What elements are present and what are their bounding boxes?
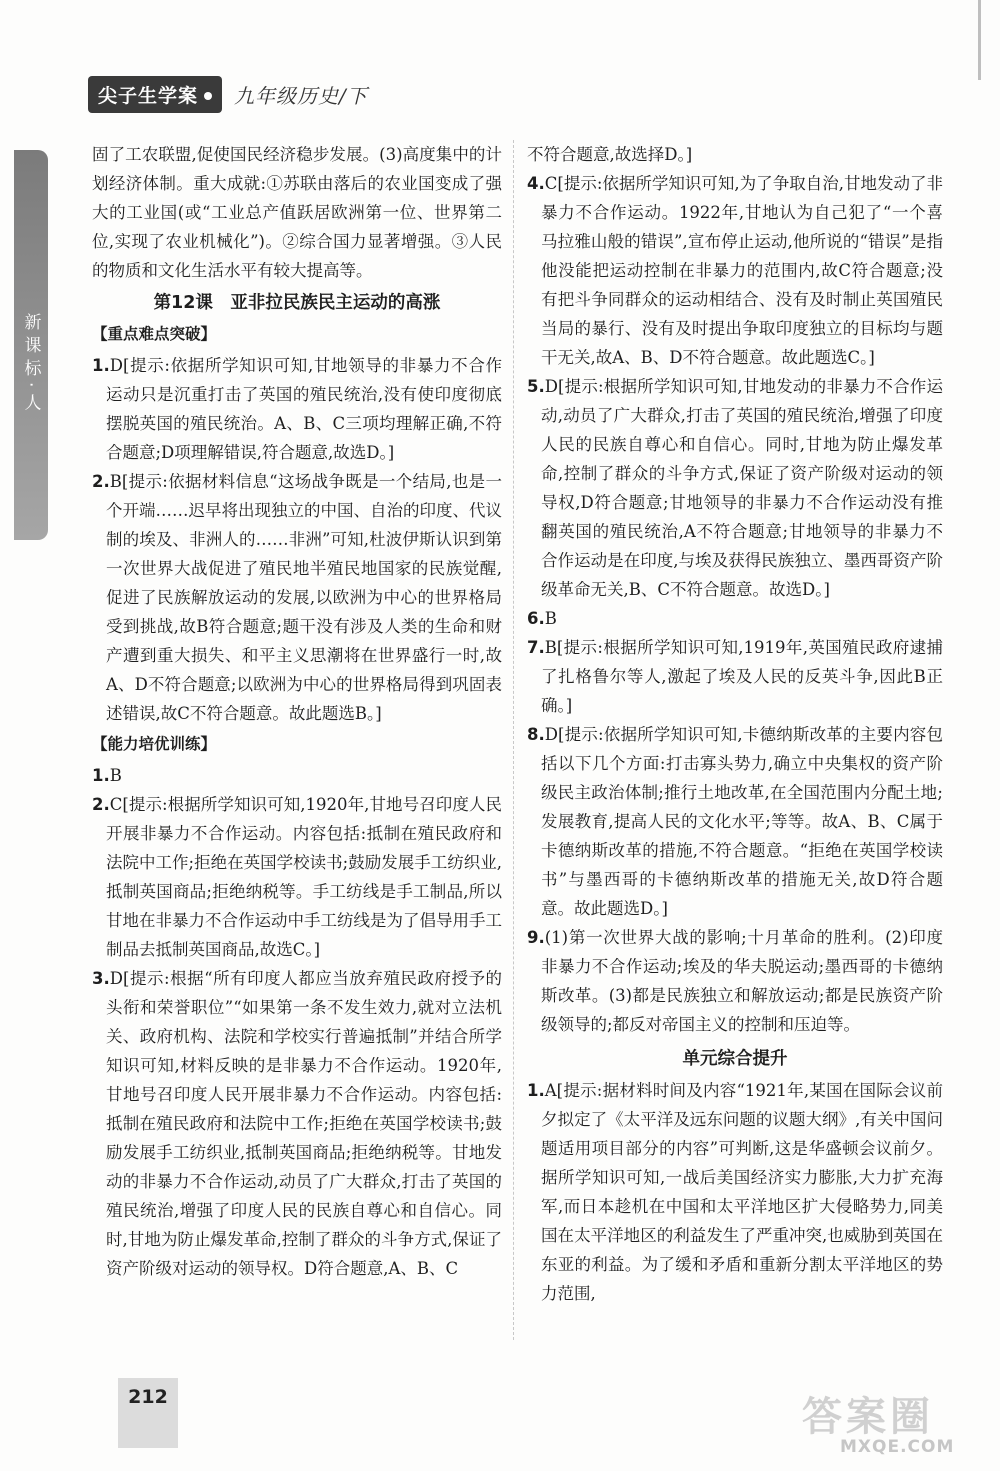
answer-item bbox=[92, 351, 502, 467]
answer-item bbox=[527, 633, 943, 720]
column-divider bbox=[513, 140, 514, 1340]
side-tab-label: 新课标·人 bbox=[20, 313, 41, 417]
item-text: B bbox=[544, 609, 557, 628]
item-number: 8. bbox=[527, 725, 545, 744]
unit-title: 单元综合提升 bbox=[682, 1049, 788, 1069]
watermark-logo bbox=[800, 1385, 970, 1465]
lesson-title: 第12课 亚非拉民族民主运动的高涨 bbox=[153, 293, 441, 313]
item-number: 2. bbox=[92, 795, 110, 814]
item-number: 3. bbox=[92, 969, 110, 988]
item-text: A[提示:据材料时间及内容“1921年,某国在国际会议前夕拟定了《太平洋及远东问题的议题大纲》,有关中国问题适用项目部分的内容”可判断,这是华盛顿会议前夕。据所学知识可知,一战后美国经济实力膨胀,大力扩充海军,而日本趁机在中国和太平洋地区扩大侵略势力,同美国在太平洋地区的利益发生了严重冲突,也威胁到英国在东亚的利益。为了缓和矛盾和重新分割太平洋地区的势力范围, bbox=[541, 1081, 943, 1303]
item-text: B[提示:依据材料信息“这场战争既是一个结局,也是一个开端……迟早将出现独立的中国、自治的印度、代议制的埃及、非洲人的……非洲”可知,杜波伊斯认识到第一次世界大战促进了殖民地半殖民地国家的民族觉醒,促进了民族解放运动的发展,以欧洲为中心的世界格局受到挑战,故B符合题意;题干没有涉及人类的生命和财产遭到重大损失、和平主义思潮将在世界盛行一时,故A、D不符合题意;以欧洲为中心的世界格局得到巩固表述错误,故C不符合题意。故此题选B。] bbox=[106, 472, 502, 723]
answer-item bbox=[527, 1076, 943, 1308]
item-number: 2. bbox=[92, 472, 110, 491]
item-number: 9. bbox=[527, 928, 545, 947]
item-text: (1)第一次世界大战的影响;十月革命的胜利。(2)印度非暴力不合作运动;埃及的华夫脱运动;墨西哥的卡德纳斯改革。(3)都是民族独立和解放运动;都是民族资产阶级领导的;都反对帝国主义的控制和压迫等。 bbox=[541, 928, 943, 1034]
answer-item bbox=[92, 790, 502, 964]
answer-item bbox=[92, 467, 502, 728]
item-text: D[提示:依据所学知识可知,甘地领导的非暴力不合作运动只是沉重打击了英国的殖民统治,没有使印度彻底摆脱英国的殖民统治。A、B、C三项均理解正确,不符合题意;D项理解错误,符合题意,故选D。] bbox=[106, 356, 502, 462]
item-text: C[提示:依据所学知识可知,为了争取自治,甘地发动了非暴力不合作运动。1922年,甘地认为自己犯了“一个喜马拉雅山般的错误”,宣布停止运动,他所说的“错误”是指他没能把运动控制在非暴力的范围内,故C符合题意;没有把斗争同群众的运动相结合、没有及时制止英国殖民当局的暴行、没有及时提出争取印度独立的目标均与题干无关,故A、B、D不符合题意。故此题选C。] bbox=[541, 174, 943, 367]
watermark-url: MXQE.COM bbox=[840, 1437, 955, 1457]
item-text: C[提示:根据所学知识可知,1920年,甘地号召印度人民开展非暴力不合作运动。内容包括:抵制在殖民政府和法院中工作;拒绝在英国学校读书;鼓励发展手工纺织业,抵制英国商品;拒绝纳税等。手工纺线是手工制品,所以甘地在非暴力不合作运动中手工纺线是为了倡导用手工制品去抵制英国商品,故选C。] bbox=[106, 795, 502, 959]
item-number: 1. bbox=[92, 356, 110, 375]
item-text: B[提示:根据所学知识可知,1919年,英国殖民政府逮捕了扎格鲁尔等人,激起了埃及人民的反英斗争,因此B正确。] bbox=[541, 638, 943, 715]
section-heading: 【重点难点突破】 bbox=[92, 325, 217, 343]
brand-badge bbox=[88, 76, 222, 113]
item-number: 6. bbox=[527, 609, 545, 628]
answer-item bbox=[527, 604, 943, 633]
answer-item bbox=[527, 372, 943, 604]
item-text: D[提示:依据所学知识可知,卡德纳斯改革的主要内容包括以下几个方面:打击寡头势力,确立中央集权的资产阶级民主政治体制;推行土地改革,在全国范围内分配土地;发展教育,提高人民的文化水平;等等。故A、B、C属于卡德纳斯改革的措施,不符合题意。“拒绝在英国学校读书”与墨西哥的卡德纳斯改革的措施无关,故D符合题意。故此题选D。] bbox=[541, 725, 943, 918]
page-header bbox=[88, 76, 368, 112]
answer-item bbox=[527, 923, 943, 1039]
answer-item bbox=[92, 964, 502, 1283]
section-heading: 【能力培优训练】 bbox=[92, 735, 217, 753]
item-number: 1. bbox=[527, 1081, 545, 1100]
answer-item bbox=[527, 169, 943, 372]
item-number: 7. bbox=[527, 638, 545, 657]
brand-text: 尖子生学案 bbox=[98, 84, 199, 107]
item-text: B bbox=[109, 766, 122, 785]
item-number: 5. bbox=[527, 377, 545, 396]
item-number: 4. bbox=[527, 174, 545, 193]
item-text: D[提示:根据所学知识可知,甘地发动的非暴力不合作运动,动员了广大群众,打击了英国的殖民统治,增强了印度人民的民族自尊心和自信心。同时,甘地为防止爆发革命,控制了群众的斗争方式,保证了资产阶级对运动的领导权,D符合题意;甘地领导的非暴力不合作运动没有推翻英国的殖民统治,A不符合题意;甘地领导的非暴力不合作运动是在印度,与埃及获得民族独立、墨西哥资产阶级革命无关,B、C不符合题意。故选D。] bbox=[541, 377, 943, 599]
item-number: 1. bbox=[92, 766, 110, 785]
intro-paragraph: 固了工农联盟,促使国民经济稳步发展。(3)高度集中的计划经济体制。重大成就:①苏联由落后的农业国变成了强大的工业国(或“工业总产值跃居欧洲第一位、世界第二位,实现了农业机械化”)。②综合国力显著增强。③人民的物质和文化生活水平有较大提高等。 bbox=[92, 145, 502, 280]
answer-item bbox=[527, 720, 943, 923]
answer-item bbox=[92, 761, 502, 790]
page-number: 212 bbox=[118, 1378, 178, 1448]
continued-text: 不符合题意,故选择D。] bbox=[527, 145, 693, 164]
edge-mark bbox=[978, 0, 981, 80]
item-text: D[提示:根据“所有印度人都应当放弃殖民政府授予的头衔和荣誉职位”“如果第一条不发生效力,就对立法机关、政府机构、法院和学校实行普遍抵制”并结合所学知识可知,材料反映的是非暴力不合作运动。1920年,甘地号召印度人民开展非暴力不合作运动。内容包括:抵制在殖民政府和法院中工作;拒绝在英国学校读书;鼓励发展手工纺织业,抵制英国商品;拒绝纳税等。甘地发动的非暴力不合作运动,动员了广大群众,打击了英国的殖民统治,增强了印度人民的民族自尊心和自信心。同时,甘地为防止爆发革命,控制了群众的斗争方式,保证了资产阶级对运动的领导权。D符合题意,A、B、C bbox=[106, 969, 502, 1278]
left-column bbox=[92, 140, 502, 1283]
dot-icon bbox=[204, 92, 212, 100]
subject-title: 九年级历史/下 bbox=[234, 83, 368, 108]
watermark-text: 答案圈 bbox=[802, 1394, 934, 1440]
right-column bbox=[527, 140, 943, 1308]
